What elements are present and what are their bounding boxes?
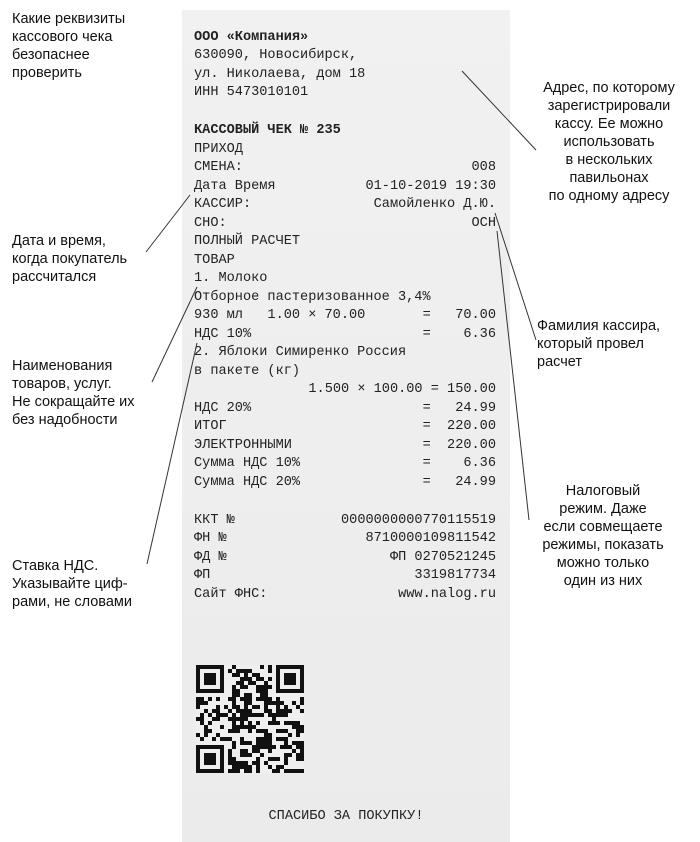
item-2-vat-value: = 24.99: [422, 401, 496, 416]
total-row: [194, 418, 496, 437]
item-1-qty: 930 мл 1.00 × 70.00: [194, 308, 366, 323]
total-value: = 220.00: [422, 419, 496, 434]
vat10-sum-row: [194, 455, 496, 474]
fn-label: ФН №: [194, 531, 227, 546]
vat10-sum-value: = 6.36: [422, 456, 496, 471]
address-line-2: ул. Николаева, дом 18: [194, 67, 366, 82]
electronic-value: = 220.00: [422, 438, 496, 453]
fn-value: 8710000109811542: [365, 531, 496, 546]
item-2-calc-row: [194, 381, 496, 400]
item-1-vat-row: [194, 326, 496, 345]
fd-row: [194, 549, 496, 568]
item-1-total: = 70.00: [422, 308, 496, 323]
item-1-desc: Отборное пастеризованное 3,4%: [194, 290, 431, 305]
item-2-desc: в пакете (кг): [194, 364, 301, 379]
cashier-label: КАССИР:: [194, 197, 252, 212]
datetime-value: 01-10-2019 19:30: [365, 179, 496, 194]
shift-row: [194, 159, 496, 178]
cashier-value: Самойленко Д.Ю.: [373, 197, 496, 212]
item-2-vat-row: [194, 400, 496, 419]
sno-row: [194, 215, 496, 234]
note-vat-rate: Ставка НДС. Указывайте циф- рами, не словами: [12, 558, 132, 610]
fp-value: 3319817734: [414, 568, 496, 583]
site-value: www.nalog.ru: [398, 587, 496, 602]
fd-value: ФП 0270521245: [389, 550, 496, 565]
shift-value: 008: [471, 160, 496, 175]
site-label: Сайт ФНС:: [194, 587, 268, 602]
site-row: [194, 586, 496, 605]
note-cashier: Фамилия кассира, который провел расчет: [537, 318, 661, 370]
company-name: ООО «Компания»: [194, 30, 309, 45]
item-2-name: 2. Яблоки Симиренко Россия: [194, 345, 407, 360]
item-1-vat-label: НДС 10%: [194, 327, 252, 342]
qr-code-icon: [196, 665, 304, 773]
fd-label: ФД №: [194, 550, 227, 565]
cashier-row: [194, 196, 496, 215]
vat20-sum-label: Сумма НДС 20%: [194, 475, 301, 490]
sno-label: СНО:: [194, 216, 227, 231]
item-2-vat-label: НДС 20%: [194, 401, 252, 416]
note-requisites: Какие реквизиты кассового чека безопаснее проверить: [12, 11, 126, 81]
note-datetime: Дата и время, когда покупатель рассчитался: [12, 233, 128, 285]
fp-label: ФП: [194, 568, 211, 583]
vat20-sum-value: = 24.99: [422, 475, 496, 490]
electronic-label: ЭЛЕКТРОННЫМИ: [194, 438, 292, 453]
kkt-label: ККТ №: [194, 513, 235, 528]
note-tax-regime: Налоговый режим. Даже если совмещаете режимы, показать можно только один из них: [542, 483, 664, 589]
item-1-name: 1. Молоко: [194, 271, 268, 286]
total-label: ИТОГ: [194, 419, 227, 434]
item-1-qty-row: [194, 307, 496, 326]
datetime-row: [194, 178, 496, 197]
fp-row: [194, 567, 496, 586]
goods-label: ТОВАР: [194, 253, 235, 268]
sno-value: ОСН: [471, 216, 496, 231]
inn: ИНН 5473010101: [194, 85, 309, 100]
shift-label: СМЕНА:: [194, 160, 243, 175]
fn-row: [194, 530, 496, 549]
vat20-sum-row: [194, 474, 496, 493]
payment-type: ПОЛНЫЙ РАСЧЕТ: [194, 234, 301, 249]
note-names: Наименования товаров, услуг. Не сокращайте их без надобности: [12, 358, 135, 428]
address-line-1: 630090, Новосибирск,: [194, 48, 358, 63]
datetime-label: Дата Время: [194, 179, 276, 194]
receipt-title: КАССОВЫЙ ЧЕК № 235: [194, 123, 341, 138]
electronic-row: [194, 437, 496, 456]
item-2-calc: 1.500 × 100.00 = 150.00: [308, 382, 496, 397]
vat10-sum-label: Сумма НДС 10%: [194, 456, 301, 471]
thanks-message: СПАСИБО ЗА ПОКУПКУ!: [268, 809, 424, 824]
kkt-value: 0000000000770115519: [341, 513, 496, 528]
note-address: Адрес, по которому зарегистрировали кассу. Ее можно использовать в нескольких павильонах по одному адресу: [543, 80, 675, 204]
operation-type: ПРИХОД: [194, 142, 243, 157]
item-1-vat-value: = 6.36: [422, 327, 496, 342]
kkt-row: [194, 512, 496, 531]
